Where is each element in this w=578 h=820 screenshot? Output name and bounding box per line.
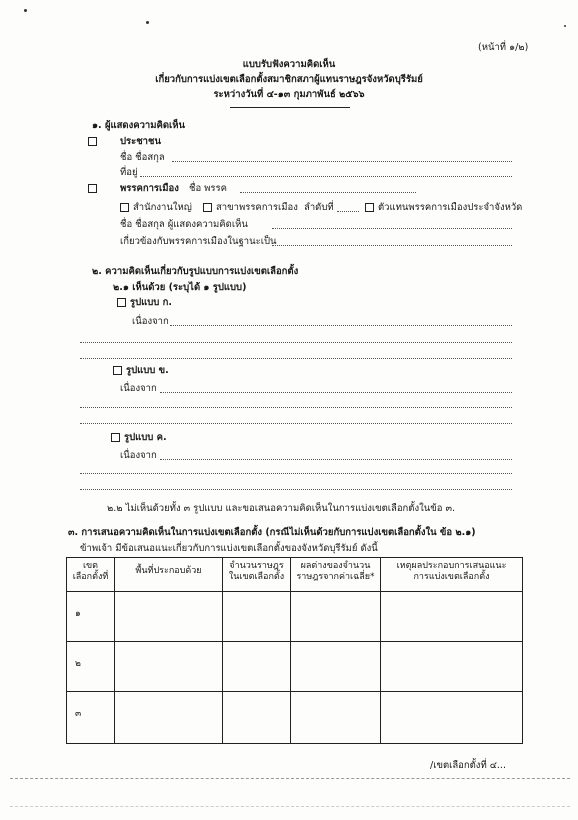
- population-cell[interactable]: [223, 692, 291, 744]
- difference-cell[interactable]: [291, 692, 381, 744]
- area-cell[interactable]: [115, 692, 223, 744]
- party-person-field[interactable]: [272, 228, 512, 229]
- option-c-checkbox[interactable]: [111, 433, 120, 442]
- section1-heading: ๑. ผู้แสดงความคิดเห็น: [92, 120, 186, 131]
- hq-label: สำนักงานใหญ่: [133, 202, 192, 213]
- option-c-label: รูปแบบ ค.: [124, 432, 167, 443]
- area-cell[interactable]: [115, 642, 223, 692]
- population-cell[interactable]: [223, 592, 291, 642]
- scan-edge-line: [10, 778, 570, 779]
- option-b-reason-field[interactable]: [160, 392, 512, 393]
- option-a-checkbox[interactable]: [117, 298, 126, 307]
- title-underline: [230, 107, 350, 108]
- citizen-name-field[interactable]: [172, 161, 512, 162]
- table-row: [67, 642, 523, 692]
- form-subtitle: เกี่ยวกับการแบ่งเขตเลือกตั้งสมาชิกสภาผู้แทนราษฎรจังหวัดบุรีรัมย์: [155, 74, 423, 85]
- population-cell[interactable]: [223, 642, 291, 692]
- citizen-checkbox[interactable]: [88, 137, 97, 146]
- option-c-reason-line[interactable]: [80, 473, 512, 474]
- column-header: เหตุผลประกอบการเสนอแนะ การแบ่งเขตเลือกตั้ง: [381, 558, 523, 592]
- section3-heading: ๓. การเสนอความคิดเห็นในการแบ่งเขตเลือกตั้ง (กรณีไม่เห็นด้วยกับการแบ่งเขตเลือกตั้งใน ข้อ ๒.๑): [68, 527, 476, 538]
- scan-edge-line: [10, 806, 570, 807]
- column-header: ผลต่างของจำนวน ราษฎรจากค่าเฉลี่ย*: [291, 558, 381, 592]
- branch-checkbox[interactable]: [203, 203, 212, 212]
- page-number: (หน้าที่ ๑/๒): [478, 42, 529, 53]
- option-c-reason-field[interactable]: [160, 459, 512, 460]
- citizen-label: ประชาชน: [120, 136, 161, 147]
- branch-number-label: ลำดับที่: [304, 202, 334, 213]
- party-relation-label: เกี่ยวข้องกับพรรคการเมืองในฐานะเป็น: [120, 236, 277, 247]
- option-b-reason-line[interactable]: [80, 407, 512, 408]
- option-b-reason-label: เนื่องจาก: [120, 383, 157, 394]
- column-header: เขต เลือกตั้งที่: [67, 558, 115, 592]
- scan-speck: [564, 25, 566, 27]
- proposal-table: [66, 557, 523, 744]
- party-relation-field[interactable]: [272, 245, 512, 246]
- table-row: [67, 592, 523, 642]
- column-header: พื้นที่ประกอบด้วย: [115, 558, 223, 592]
- option-a-label: รูปแบบ ก.: [130, 297, 172, 308]
- party-person-label: ชื่อ ชื่อสกุล ผู้แสดงความคิดเห็น: [120, 219, 248, 230]
- option-a-reason-line[interactable]: [80, 342, 512, 343]
- disagree-option[interactable]: ๒.๒ ไม่เห็นด้วยทั้ง ๓ รูปแบบ และขอเสนอความคิดเห็นในการแบ่งเขตเลือกตั้งในข้อ ๓.: [107, 503, 455, 514]
- provincial-rep-label: ตัวแทนพรรคการเมืองประจำจังหวัด: [378, 202, 523, 213]
- citizen-address-field[interactable]: [140, 176, 512, 177]
- option-c-reason-line[interactable]: [80, 489, 512, 490]
- section3-intro: ข้าพเจ้า มีข้อเสนอแนะเกี่ยวกับการแบ่งเขตเลือกตั้งของจังหวัดบุรีรัมย์ ดังนี้: [80, 543, 378, 554]
- form-title: แบบรับฟังความคิดเห็น: [242, 59, 336, 70]
- column-header: จำนวนราษฎร ในเขตเลือกตั้ง: [223, 558, 291, 592]
- citizen-address-label: ที่อยู่: [120, 167, 138, 178]
- option-a-reason-field[interactable]: [170, 325, 512, 326]
- form-date-range: ระหว่างวันที่ ๔-๑๓ กุมภาพันธ์ ๒๕๖๖: [213, 89, 365, 100]
- provincial-rep-checkbox[interactable]: [365, 203, 374, 212]
- reason-cell[interactable]: [381, 692, 523, 744]
- hq-checkbox[interactable]: [120, 203, 129, 212]
- difference-cell[interactable]: [291, 642, 381, 692]
- continuation-note: /เขตเลือกตั้งที่ ๔...: [430, 760, 506, 771]
- scan-speck: [24, 9, 27, 12]
- table-row: [67, 692, 523, 744]
- party-name-label: ชื่อ พรรค: [189, 183, 227, 194]
- district-number-cell: ๑: [67, 592, 115, 642]
- scan-speck: [146, 21, 149, 24]
- option-b-reason-line[interactable]: [80, 423, 512, 424]
- branch-number-field[interactable]: [337, 211, 359, 212]
- reason-cell[interactable]: [381, 592, 523, 642]
- option-b-label: รูปแบบ ข.: [126, 365, 169, 376]
- party-name-field[interactable]: [240, 192, 416, 193]
- citizen-name-label: ชื่อ ชื่อสกุล: [120, 152, 165, 163]
- agree-heading: ๒.๑ เห็นด้วย (ระบุได้ ๑ รูปแบบ): [113, 282, 247, 293]
- district-number-cell: ๓: [67, 692, 115, 744]
- section2-heading: ๒. ความคิดเห็นเกี่ยวกับรูปแบบการแบ่งเขตเลือกตั้ง: [92, 266, 299, 277]
- difference-cell[interactable]: [291, 592, 381, 642]
- party-label: พรรคการเมือง: [120, 183, 179, 194]
- option-a-reason-line[interactable]: [80, 358, 512, 359]
- district-number-cell: ๒: [67, 642, 115, 692]
- branch-label: สาขาพรรคการเมือง: [216, 202, 298, 213]
- reason-cell[interactable]: [381, 642, 523, 692]
- option-a-reason-label: เนื่องจาก: [132, 316, 169, 327]
- party-checkbox[interactable]: [88, 184, 97, 193]
- area-cell[interactable]: [115, 592, 223, 642]
- option-c-reason-label: เนื่องจาก: [120, 450, 157, 461]
- option-b-checkbox[interactable]: [113, 366, 122, 375]
